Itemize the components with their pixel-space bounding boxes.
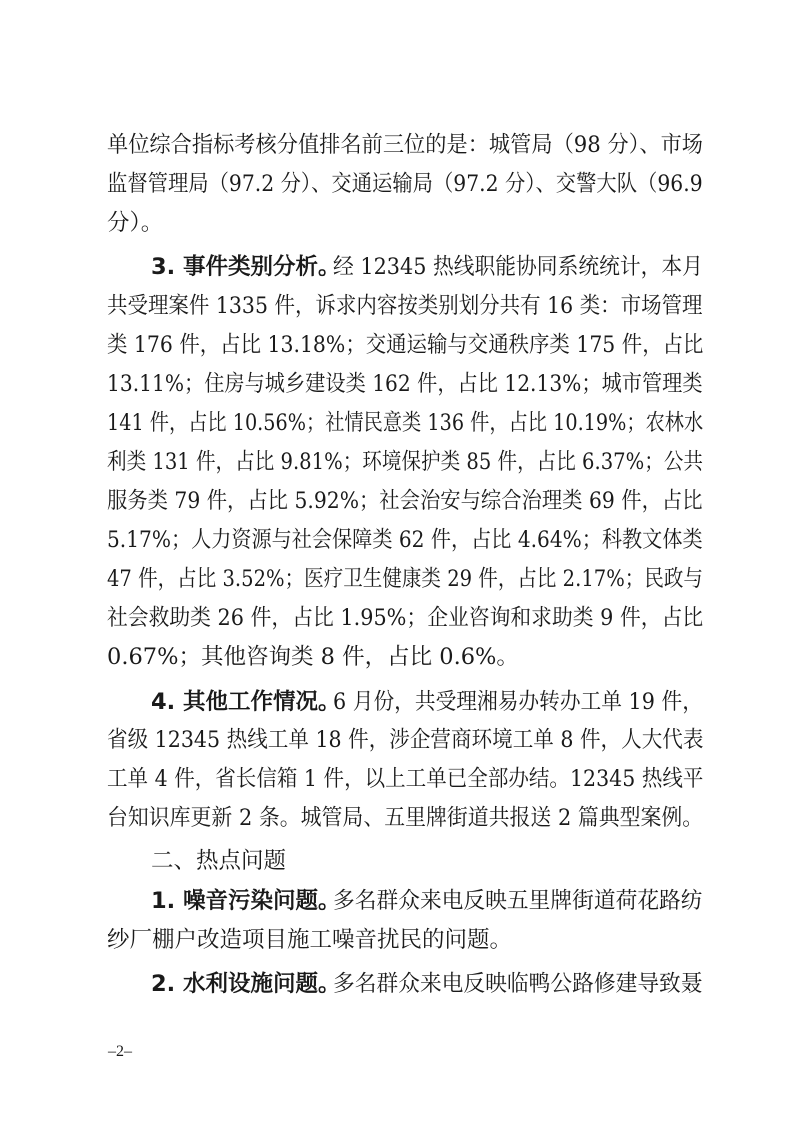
body-line bbox=[0, 166, 793, 202]
body-text: 台知识库更新 2 条。城管局、五里牌街道共报送 2 篇典型案例。 bbox=[107, 805, 704, 831]
body-text: 5.17%；人力资源与社会保障类 62 件，占比 4.64%；科教文体类 bbox=[107, 527, 703, 553]
body-line bbox=[0, 600, 793, 636]
body-text: 监督管理局（97.2 分）、交通运输局（97.2 分）、交警大队（96.9 bbox=[107, 171, 703, 197]
body-text: 0.67%；其他咨询类 8 件，占比 0.6%。 bbox=[107, 644, 519, 670]
body-line bbox=[0, 522, 793, 558]
body-text: 多名群众来电反映五里牌街道荷花路纺 bbox=[333, 888, 703, 914]
body-text: 利类 131 件，占比 9.81%；环境保护类 85 件，占比 6.37%；公共 bbox=[107, 449, 703, 475]
paragraph-first-line bbox=[0, 684, 793, 720]
body-text: 社会救助类 26 件，占比 1.95%；企业咨询和求助类 9 件，占比 bbox=[107, 605, 704, 631]
body-text: 47 件，占比 3.52%；医疗卫生健康类 29 件，占比 2.17%；民政与 bbox=[107, 566, 703, 592]
paragraph-first-line bbox=[0, 249, 793, 285]
body-line bbox=[0, 205, 793, 241]
body-line bbox=[0, 366, 793, 402]
body-line bbox=[0, 761, 793, 797]
paragraph-first-line bbox=[0, 883, 793, 919]
body-text: 共受理案件 1335 件，诉求内容按类别划分共有 16 类：市场管理 bbox=[107, 293, 703, 319]
section-heading: 二、热点问题 bbox=[151, 848, 287, 874]
paragraph-heading: 3. 事件类别分析。 bbox=[151, 254, 341, 280]
body-text: 纱厂棚户改造项目施工噪音扰民的问题。 bbox=[107, 927, 513, 953]
body-text: 多名群众来电反映临鸭公路修建导致聂 bbox=[333, 971, 703, 997]
body-line bbox=[0, 561, 793, 597]
body-line bbox=[0, 800, 793, 836]
body-line bbox=[0, 127, 793, 163]
paragraph-heading: 2. 水利设施问题。 bbox=[151, 971, 341, 997]
body-text: 6 月份，共受理湘易办转办工单 19 件， bbox=[333, 689, 703, 715]
body-line bbox=[0, 922, 793, 958]
body-text: 13.11%；住房与城乡建设类 162 件，占比 12.13%；城市管理类 bbox=[107, 371, 703, 397]
paragraph-heading: 1. 噪音污染问题。 bbox=[151, 888, 341, 914]
paragraph-heading: 4. 其他工作情况。 bbox=[151, 689, 341, 715]
page-number: –2– bbox=[108, 1043, 132, 1060]
body-line bbox=[0, 327, 793, 363]
body-text: 服务类 79 件，占比 5.92%；社会治安与综合治理类 69 件，占比 bbox=[107, 488, 703, 514]
body-line bbox=[0, 288, 793, 324]
body-line bbox=[0, 405, 793, 441]
body-line bbox=[0, 483, 793, 519]
paragraph-first-line bbox=[0, 966, 793, 1002]
body-text: 141 件，占比 10.56%；社情民意类 136 件，占比 10.19%；农林水 bbox=[107, 410, 704, 436]
body-text: 经 12345 热线职能协同系统统计，本月 bbox=[333, 254, 703, 280]
body-line bbox=[0, 722, 793, 758]
body-line bbox=[0, 444, 793, 480]
body-text: 工单 4 件，省长信箱 1 件，以上工单已全部办结。12345 热线平 bbox=[107, 766, 704, 792]
body-text: 省级 12345 热线工单 18 件，涉企营商环境工单 8 件，人大代表 bbox=[107, 727, 704, 753]
body-text: 类 176 件，占比 13.18%；交通运输与交通秩序类 175 件，占比 bbox=[107, 332, 704, 358]
body-line bbox=[0, 639, 793, 675]
body-text: 分）。 bbox=[107, 210, 164, 236]
body-text: 单位综合指标考核分值排名前三位的是：城管局（98 分）、市场 bbox=[107, 132, 704, 158]
section-heading-line bbox=[0, 843, 793, 879]
